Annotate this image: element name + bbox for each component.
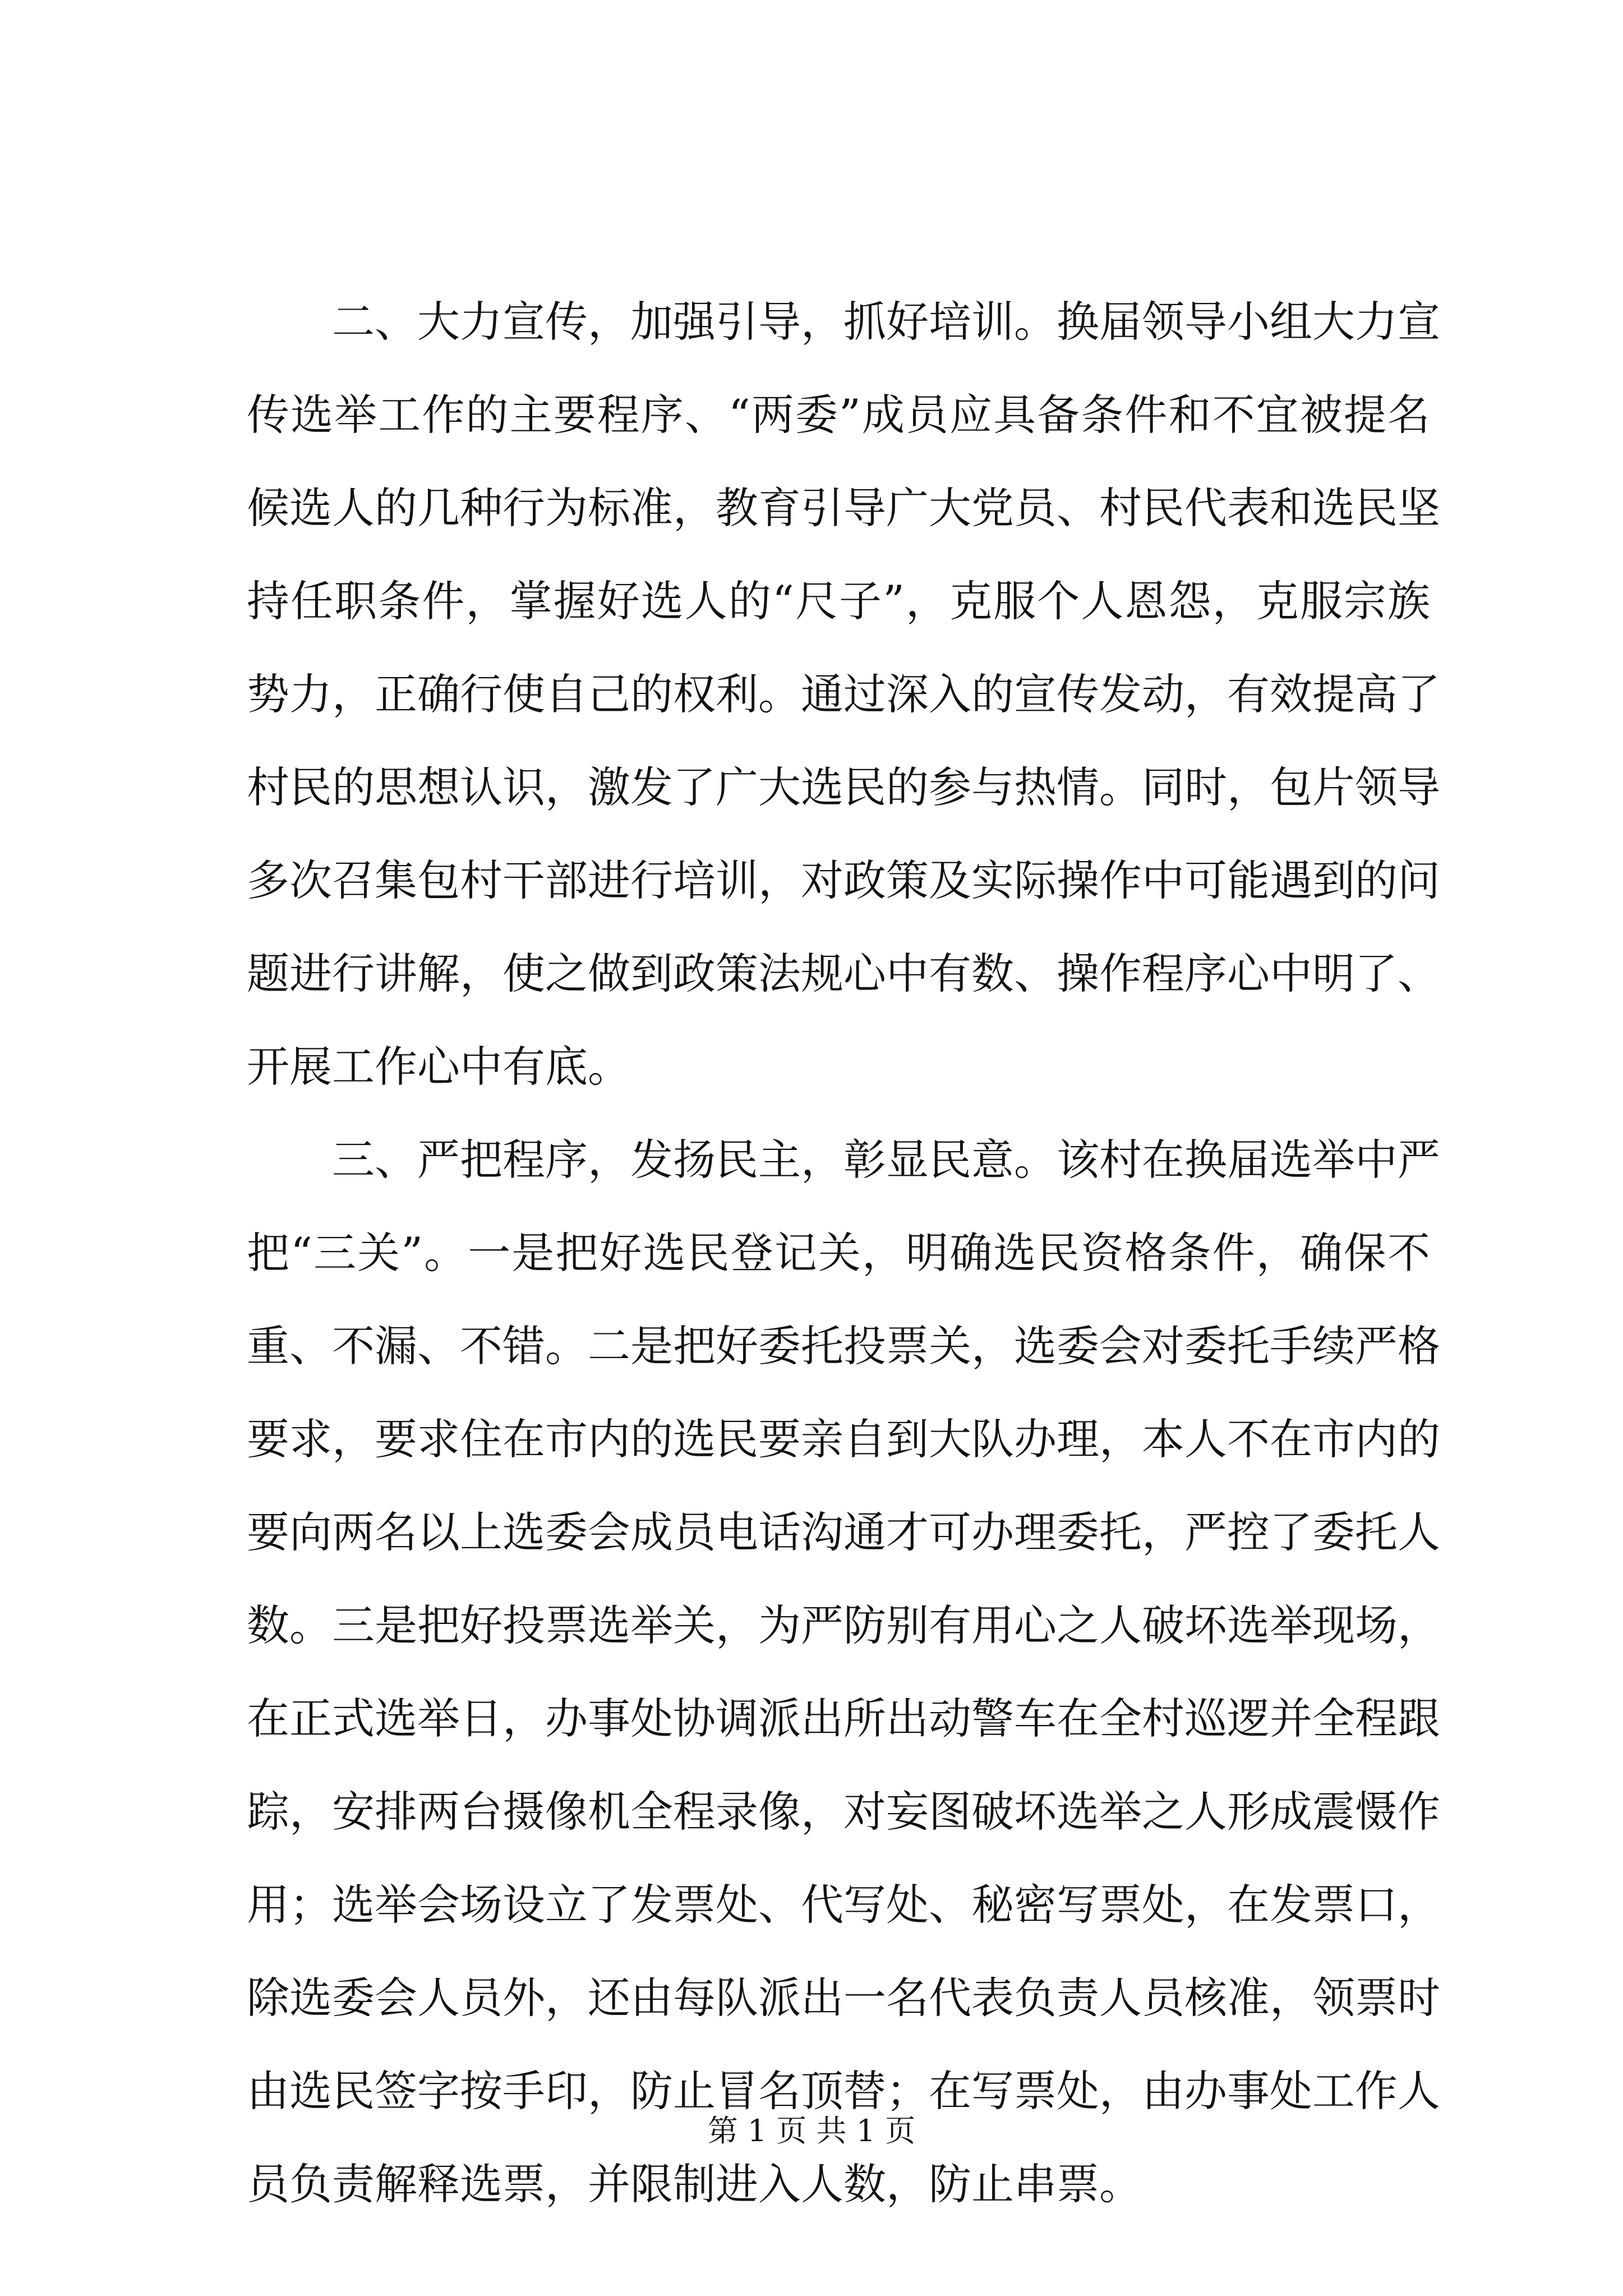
text-line: 由选民签字按手印，防止冒名顶替；在写票处，由办事处工作人 [247,2066,1440,2116]
text-line: 候选人的几种行为标准，教育引导广大党员、村民代表和选民坚 [247,483,1440,533]
text-line: 用；选举会场设立了发票处、代写处、秘密写票处，在发票口， [247,1880,1440,1930]
page-number-label: 第 1 页 共 1 页 [707,2113,916,2148]
text-line: 持任职条件，掌握好选人的“尺子”，克服个人恩怨，克服宗族 [247,576,1430,626]
text-line: 势力，正确行使自己的权利。通过深入的宣传发动，有效提高了 [247,669,1440,719]
text-line: 题进行讲解，使之做到政策法规心中有数、操作程序心中明了、 [247,949,1440,999]
text-line: 村民的思想认识，激发了广大选民的参与热情。同时，包片领导 [247,762,1440,812]
body-text [247,297,1440,2256]
paragraph-3 [247,1135,1440,2216]
text-line: 数。三是把好投票选举关，为严防别有用心之人破坏选举现场， [247,1600,1440,1650]
text-line: 开展工作心中有底。 [247,1042,630,1092]
text-line: 在正式选举日，办事处协调派出所出动警车在全村巡逻并全程跟 [247,1694,1440,1743]
text-line: 多次召集包村干部进行培训，对政策及实际操作中可能遇到的问 [247,855,1440,905]
page-footer [0,2113,1623,2148]
text-line: 三、严把程序，发扬民主，彰显民意。该村在换届选举中严 [247,1135,1440,1185]
text-line: 除选委会人员外，还由每队派出一名代表负责人员核准，领票时 [247,1973,1440,2023]
text-line: 重、不漏、不错。二是把好委托投票关，选委会对委托手续严格 [247,1321,1440,1371]
text-line: 踪，安排两台摄像机全程录像，对妄图破坏选举之人形成震慑作 [247,1787,1440,1837]
text-line: 员负责解释选票，并限制进入人数，防止串票。 [247,2159,1142,2209]
text-line: 要求，要求住在市内的选民要亲自到大队办理，本人不在市内的 [247,1414,1440,1464]
paragraph-2 [247,297,1440,1098]
text-line: 要向两名以上选委会成员电话沟通才可办理委托，严控了委托人 [247,1507,1440,1557]
text-line: 把“三关”。一是把好选民登记关，明确选民资格条件，确保不 [247,1228,1430,1278]
text-line: 二、大力宣传，加强引导，抓好培训。换届领导小组大力宣 [247,297,1440,347]
text-line: 传选举工作的主要程序、“两委”成员应具备条件和不宜被提名 [247,390,1430,440]
